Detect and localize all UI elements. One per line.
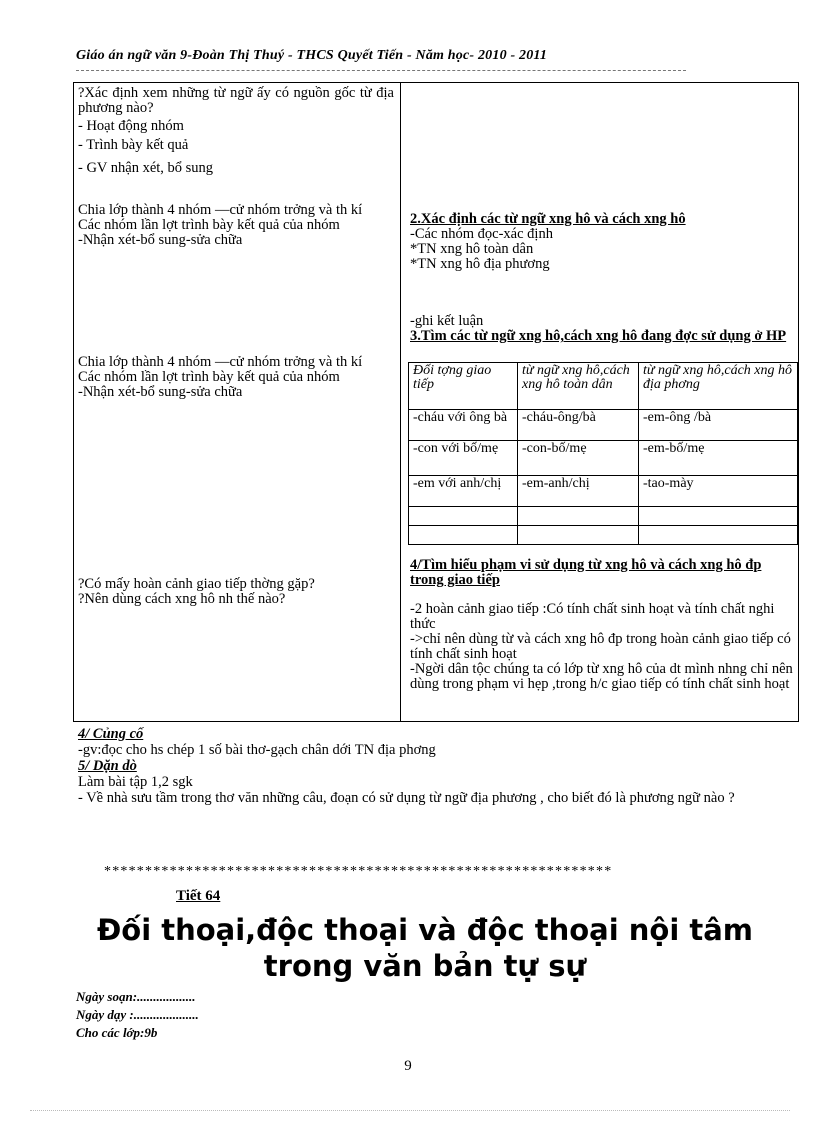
consolidation-section <box>78 726 788 806</box>
table-row <box>409 410 798 441</box>
table-column-divider <box>400 82 401 722</box>
table-row <box>409 476 798 507</box>
left-block-3 <box>78 355 394 400</box>
teach-date: Ngày dạy :.................... <box>76 1007 199 1022</box>
table-header-cell: từ ngữ xng hô,cách xng hô toàn dân <box>518 363 639 410</box>
table-cell: -em-ông /bà <box>639 410 798 441</box>
table-cell: -con với bố/mẹ <box>409 441 518 476</box>
table-row <box>409 507 798 526</box>
section-heading: 5/ Dặn dò <box>78 758 137 774</box>
lesson-meta <box>76 988 199 1042</box>
left-block-4 <box>78 577 394 607</box>
right-section-3 <box>410 314 794 344</box>
activity-line: Các nhóm lần lợt trình bày kết quả của nhóm <box>78 369 340 385</box>
left-block-1 <box>78 86 394 176</box>
question-text: ?Nên dùng cách xng hô nh thế nào? <box>78 591 286 607</box>
section-line: ->chỉ nên dùng từ và cách xng hô đp trong hoàn cảnh giao tiếp có tính chất sinh hoạt <box>410 631 791 662</box>
left-block-2 <box>78 203 394 248</box>
table-cell: -cháu-ông/bà <box>518 410 639 441</box>
table-row <box>409 441 798 476</box>
question-text: ?Có mấy hoàn cảnh giao tiếp thờng gặp? <box>78 576 315 592</box>
section-line: -2 hoàn cảnh giao tiếp :Có tính chất sinh hoạt và tính chất nghi thức <box>410 601 775 632</box>
class-list: Cho các lớp:9b <box>76 1025 158 1040</box>
table-header-row <box>409 363 798 410</box>
section-line: -gv:đọc cho hs chép 1 số bài thơ-gạch chân dới TN địa phơng <box>78 742 436 758</box>
lesson-number: Tiết 64 <box>176 888 221 904</box>
section-line: Làm bài tập 1,2 sgk <box>78 774 193 790</box>
lesson-title: Đối thoại,độc thoại và độc thoại nội tâm trong văn bản tự sự <box>96 913 754 983</box>
section-heading: 4/ Củng cố <box>78 726 144 742</box>
footer-divider <box>30 1110 790 1111</box>
table-cell: -em-bố/mẹ <box>639 441 798 476</box>
table-cell <box>639 507 798 526</box>
activity-line: - Trình bày kết quả <box>78 137 189 153</box>
table-cell: -tao-mày <box>639 476 798 507</box>
separator-stars: ************************************************************** <box>104 864 613 879</box>
section-heading: 4/Tìm hiểu phạm vi sử dụng từ xng hô và cách xng hô đp trong giao tiếp <box>410 557 762 588</box>
table-header-cell: từ ngữ xng hô,cách xng hô địa phơng <box>639 363 798 410</box>
activity-line: Các nhóm lần lợt trình bày kết quả của nhóm <box>78 217 340 233</box>
activity-line: Chia lớp thành 4 nhóm —cử nhóm trởng và th kí <box>78 202 363 218</box>
page-number: 9 <box>404 1058 412 1074</box>
right-section-4 <box>410 558 794 692</box>
page-header: Giáo án ngữ văn 9-Đoàn Thị Thuý - THCS Quyết Tiến - Năm học- 2010 - 2011 <box>76 48 548 63</box>
section-line: *TN xng hô địa phương <box>410 256 550 272</box>
table-cell <box>409 507 518 526</box>
header-divider <box>76 70 686 71</box>
table-cell <box>639 526 798 545</box>
table-cell <box>518 526 639 545</box>
section-heading: 3.Tìm các từ ngữ xng hô,cách xng hô đang đợc sử dụng ở HP <box>410 328 787 344</box>
question-text: ?Xác định xem những từ ngữ ấy có nguồn gốc từ địa phương nào? <box>78 85 394 116</box>
section-line: -Ngời dân tộc chúng ta có lớp từ xng hô của dt mình nhng chỉ nên dùng trong phạm vi hẹp ,trong h/c giao tiếp có tính chất sinh hoạt <box>410 661 793 692</box>
table-cell <box>409 526 518 545</box>
section-line: *TN xng hô toàn dân <box>410 241 534 257</box>
activity-line: Chia lớp thành 4 nhóm —cử nhóm trởng và th kí <box>78 354 363 370</box>
table-cell: -em-anh/chị <box>518 476 639 507</box>
section-line: -Các nhóm đọc-xác định <box>410 226 553 242</box>
table-cell <box>518 507 639 526</box>
section-heading: 2.Xác định các từ ngữ xng hô và cách xng hô <box>410 211 686 227</box>
section-line: -ghi kết luận <box>410 313 484 329</box>
table-cell: -em với anh/chị <box>409 476 518 507</box>
table-cell: -con-bố/mẹ <box>518 441 639 476</box>
address-terms-table <box>408 362 798 545</box>
table-header-cell: Đối tợng giao tiếp <box>409 363 518 410</box>
prep-date: Ngày soạn:.................. <box>76 989 196 1004</box>
activity-line: -Nhận xét-bổ sung-sửa chữa <box>78 232 243 248</box>
right-section-2 <box>410 212 794 272</box>
section-line: - Về nhà sưu tầm trong thơ văn những câu, đoạn có sử dụng từ ngữ địa phương , cho biết đó là phương ngữ nào ? <box>78 790 735 806</box>
table-row <box>409 526 798 545</box>
activity-line: - Hoạt động nhóm <box>78 118 184 134</box>
activity-line: -Nhận xét-bổ sung-sửa chữa <box>78 384 243 400</box>
activity-line: - GV nhận xét, bổ sung <box>78 160 214 176</box>
table-cell: -cháu với ông bà <box>409 410 518 441</box>
